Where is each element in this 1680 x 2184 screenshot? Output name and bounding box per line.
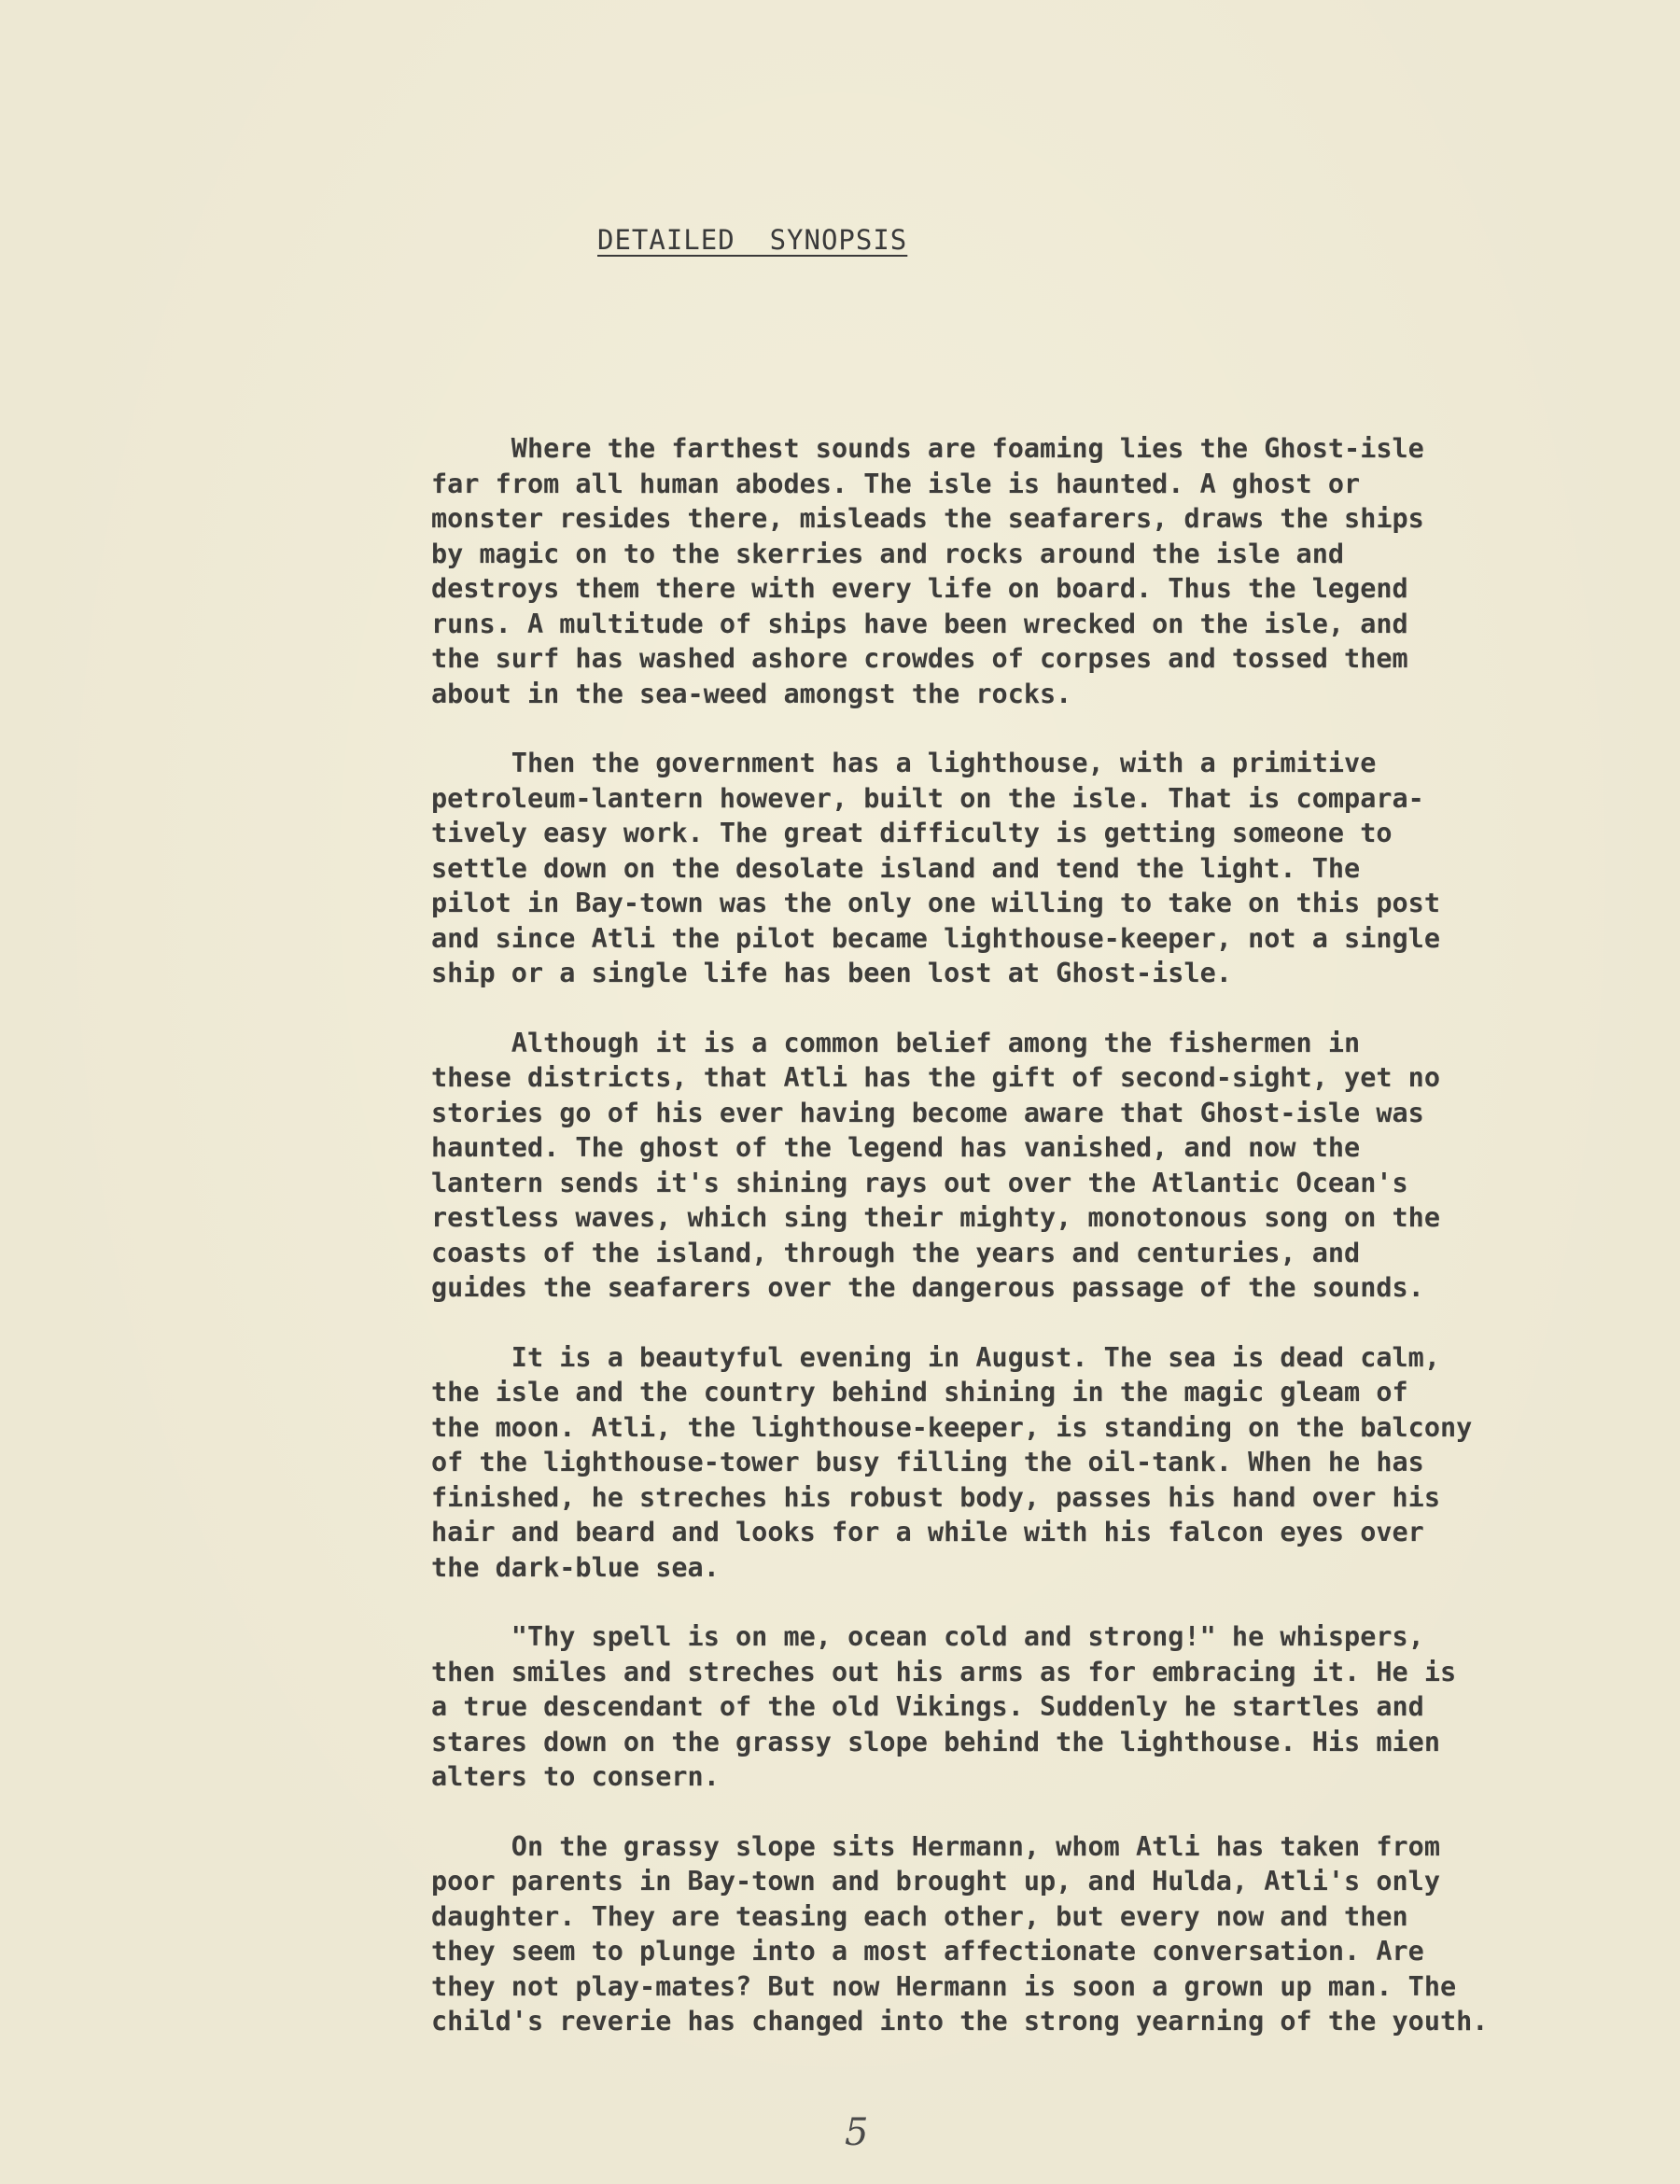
text-line: daughter. They are teasing each other, but every now and then xyxy=(431,1900,1408,1932)
text-line: guides the seafarers over the dangerous passage of the sounds. xyxy=(431,1272,1424,1303)
document-title: DETAILED SYNOPSIS xyxy=(597,224,908,256)
text-line: restless waves, which sing their mighty, monotonous song on the xyxy=(431,1202,1440,1233)
text-line: runs. A multitude of ships have been wrecked on the isle, and xyxy=(431,608,1408,639)
text-line: coasts of the island, through the years and centuries, and xyxy=(431,1237,1361,1268)
text-line: then smiles and streches out his arms as for embracing it. He is xyxy=(431,1656,1457,1687)
paragraph xyxy=(431,1340,1589,1586)
text-line: lantern sends it's shining rays out over the Atlantic Ocean's xyxy=(431,1167,1408,1198)
text-line: hair and beard and looks for a while with his falcon eyes over xyxy=(431,1517,1424,1547)
text-line: Then the government has a lighthouse, with a primitive xyxy=(431,748,1377,778)
paragraph xyxy=(431,746,1589,991)
text-line: poor parents in Bay-town and brought up, and Hulda, Atli's only xyxy=(431,1866,1440,1897)
text-line: "Thy spell is on me, ocean cold and strong!" he whispers, xyxy=(431,1621,1424,1652)
text-line: they seem to plunge into a most affectionate conversation. Are xyxy=(431,1936,1424,1967)
text-line: and since Atli the pilot became lighthouse-keeper, not a single xyxy=(431,922,1440,954)
text-line: the moon. Atli, the lighthouse-keeper, is standing on the balcony xyxy=(431,1411,1473,1443)
text-line: a true descendant of the old Vikings. Suddenly he startles and xyxy=(431,1691,1424,1722)
text-line: by magic on to the skerries and rocks around the isle and xyxy=(431,538,1345,569)
paragraph xyxy=(431,1619,1589,1795)
paragraph xyxy=(431,1829,1589,2039)
text-line: petroleum-lantern however, built on the isle. That is compara- xyxy=(431,782,1424,814)
text-line: stories go of his ever having become aware that Ghost-isle was xyxy=(431,1097,1424,1128)
text-line: ship or a single life has been lost at Ghost-isle. xyxy=(431,958,1232,988)
paragraph xyxy=(431,431,1589,711)
text-line: It is a beautyful evening in August. The sea is dead calm, xyxy=(431,1341,1440,1373)
text-line: finished, he streches his robust body, passes his hand over his xyxy=(431,1481,1440,1513)
page-number: 5 xyxy=(845,2111,869,2154)
text-line: about in the sea-weed amongst the rocks. xyxy=(431,678,1072,709)
text-line: pilot in Bay-town was the only one willing to take on this post xyxy=(431,888,1440,918)
text-line: the isle and the country behind shining in the magic gleam of xyxy=(431,1377,1408,1407)
paragraph xyxy=(431,1026,1589,1306)
text-line: monster resides there, misleads the seafarers, draws the ships xyxy=(431,503,1424,534)
text-line: stares down on the grassy slope behind the lighthouse. His mien xyxy=(431,1726,1440,1757)
text-line: tively easy work. The great difficulty is getting someone to xyxy=(431,818,1393,848)
text-line: Although it is a common belief among the fishermen in xyxy=(431,1027,1361,1058)
text-line: Where the farthest sounds are foaming lies the Ghost-isle xyxy=(431,433,1424,464)
text-line: of the lighthouse-tower busy filling the oil-tank. When he has xyxy=(431,1447,1424,1477)
text-line: the dark-blue sea. xyxy=(431,1551,720,1583)
text-line: they not play-mates? But now Hermann is soon a grown up man. The xyxy=(431,1970,1457,2002)
text-line: On the grassy slope sits Hermann, whom Atli has taken from xyxy=(431,1830,1440,1862)
text-line: haunted. The ghost of the legend has vanished, and now the xyxy=(431,1132,1361,1163)
text-line: these districts, that Atli has the gift of second-sight, yet no xyxy=(431,1062,1440,1093)
text-line: far from all human abodes. The isle is haunted. A ghost or xyxy=(431,468,1361,499)
text-line: the surf has washed ashore crowdes of corpses and tossed them xyxy=(431,643,1408,674)
text-line: settle down on the desolate island and tend the light. The xyxy=(431,852,1361,884)
document-body xyxy=(431,431,1589,2074)
text-line: alters to consern. xyxy=(431,1761,720,1792)
text-line: destroys them there with every life on board. Thus the legend xyxy=(431,573,1408,604)
text-line: child's reverie has changed into the strong yearning of the youth. xyxy=(431,2006,1489,2037)
